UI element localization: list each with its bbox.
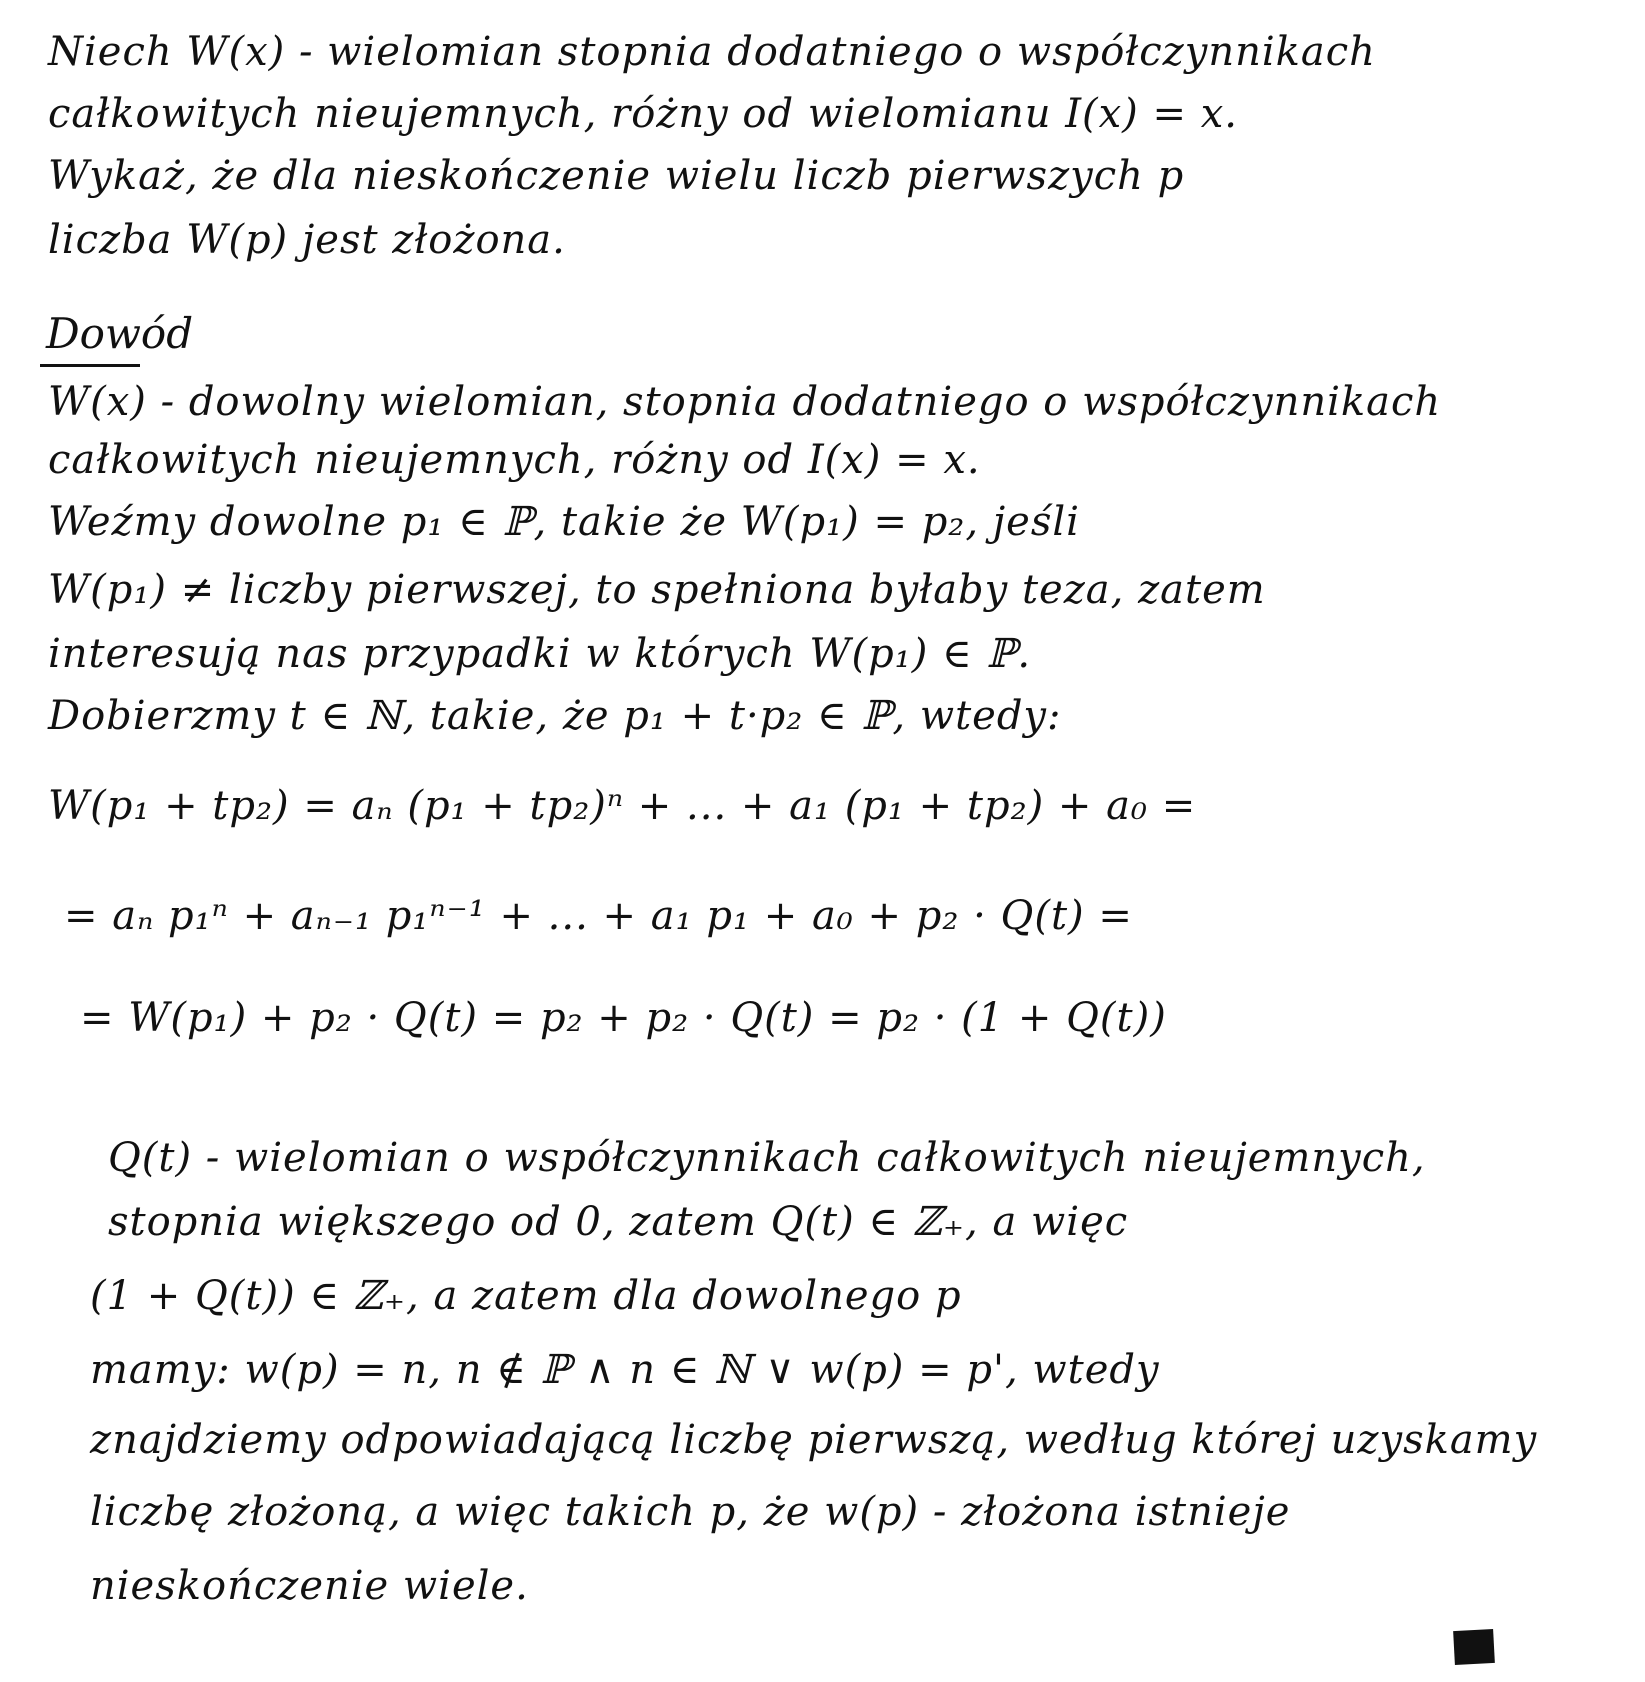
proof-line-16: nieskończenie wiele. — [90, 1563, 529, 1609]
proof-line-5: interesują nas przypadki w których W(p₁) ∈ ℙ. — [48, 631, 1032, 677]
statement-line-4: liczba W(p) jest złożona. — [48, 217, 566, 263]
proof-line-7: W(p₁ + tp₂) = aₙ (p₁ + tp₂)ⁿ + ... + a₁ (p₁ + tp₂) + a₀ = — [48, 783, 1197, 829]
proof-line-13: mamy: w(p) = n, n ∉ ℙ ∧ n ∈ ℕ ∨ w(p) = p', wtedy — [90, 1347, 1160, 1393]
qed-square-icon — [1453, 1629, 1495, 1665]
proof-line-8: = aₙ p₁ⁿ + aₙ₋₁ p₁ⁿ⁻¹ + ... + a₁ p₁ + a₀ + p₂ · Q(t) = — [64, 893, 1133, 939]
proof-line-6: Dobierzmy t ∈ ℕ, takie, że p₁ + t·p₂ ∈ ℙ, wtedy: — [48, 693, 1062, 739]
proof-line-14: znajdziemy odpowiadającą liczbę pierwszą, według której uzyskamy — [90, 1417, 1538, 1463]
statement-line-1: Niech W(x) - wielomian stopnia dodatniego o współczynnikach — [48, 29, 1376, 75]
proof-line-11: stopnia większego od 0, zatem Q(t) ∈ ℤ₊, a więc — [108, 1199, 1129, 1245]
proof-heading: Dowód — [46, 309, 194, 358]
statement-line-2: całkowitych nieujemnych, różny od wielomianu I(x) = x. — [48, 91, 1238, 137]
proof-line-12: (1 + Q(t)) ∈ ℤ₊, a zatem dla dowolnego p — [90, 1273, 962, 1319]
proof-line-4: W(p₁) ≠ liczby pierwszej, to spełniona byłaby teza, zatem — [48, 567, 1266, 613]
proof-line-15: liczbę złożoną, a więc takich p, że w(p) - złożona istnieje — [90, 1489, 1291, 1535]
proof-line-1: W(x) - dowolny wielomian, stopnia dodatniego o współczynnikach — [48, 379, 1442, 425]
proof-line-2: całkowitych nieujemnych, różny od I(x) = x. — [48, 437, 981, 483]
statement-line-3: Wykaż, że dla nieskończenie wielu liczb pierwszych p — [48, 153, 1185, 199]
proof-line-9: = W(p₁) + p₂ · Q(t) = p₂ + p₂ · Q(t) = p₂ · (1 + Q(t)) — [80, 995, 1167, 1041]
proof-line-3: Weźmy dowolne p₁ ∈ ℙ, takie że W(p₁) = p₂, jeśli — [48, 499, 1080, 545]
proof-heading-underline — [40, 364, 140, 367]
proof-heading-block — [40, 308, 194, 368]
proof-line-10: Q(t) - wielomian o współczynnikach całkowitych nieujemnych, — [108, 1135, 1426, 1181]
